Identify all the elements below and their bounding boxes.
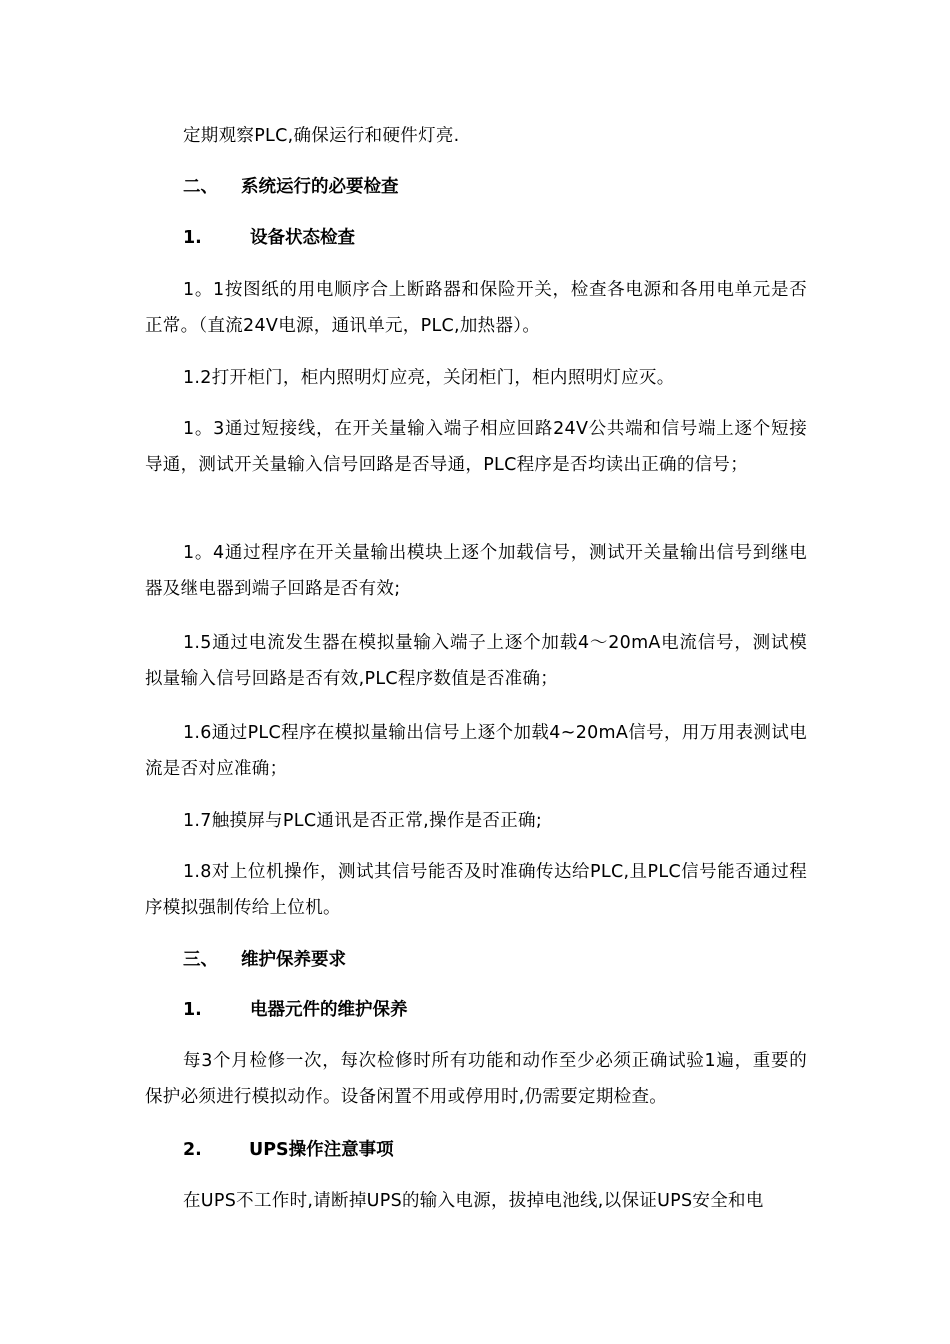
- paragraph-3-1: 每3个月检修一次，每次检修时所有功能和动作至少必须正确试验1遍，重要的保护必须进行模拟动作。设备闲置不用或停用时,仍需要定期检查。: [145, 1051, 807, 1107]
- paragraph-plc-observe: 定期观察PLC,确保运行和硬件灯亮.: [183, 126, 460, 146]
- section-number: 三、: [183, 950, 218, 970]
- subsection-number: 1.: [183, 228, 202, 248]
- subsection-number: 1.: [183, 1000, 202, 1020]
- section-heading-2: [183, 175, 399, 199]
- subsection-title: UPS操作注意事项: [249, 1140, 394, 1160]
- paragraph-1-7: 1.7触摸屏与PLC通讯是否正常,操作是否正确;: [183, 811, 543, 831]
- subsection-heading-2-1: [183, 226, 355, 250]
- paragraph-1-6: 1.6通过PLC程序在模拟量输出信号上逐个加载4~20mA信号，用万用表测试电流是否对应准确；: [145, 723, 807, 779]
- subsection-heading-3-1: [183, 998, 408, 1022]
- paragraph-1-4: 1。4通过程序在开关量输出模块上逐个加载信号，测试开关量输出信号到继电器及继电器到端子回路是否有效;: [145, 543, 807, 599]
- subsection-heading-3-2: [183, 1138, 394, 1162]
- section-heading-3: [183, 948, 346, 972]
- paragraph-1-3: 1。3通过短接线，在开关量输入端子相应回路24V公共端和信号端上逐个短接导通，测试开关量输入信号回路是否导通，PLC程序是否均读出正确的信号；: [145, 419, 807, 475]
- section-title: 维护保养要求: [241, 950, 346, 970]
- section-title: 系统运行的必要检查: [241, 177, 399, 197]
- paragraph-1-2: 1.2打开柜门，柜内照明灯应亮，关闭柜门，柜内照明灯应灭。: [183, 368, 675, 388]
- paragraph-1-8: 1.8对上位机操作，测试其信号能否及时准确传达给PLC,且PLC信号能否通过程序模拟强制传给上位机。: [145, 862, 807, 918]
- subsection-title: 电器元件的维护保养: [250, 1000, 408, 1020]
- subsection-title: 设备状态检查: [250, 228, 355, 248]
- subsection-number: 2.: [183, 1140, 202, 1160]
- paragraph-1-1: 1。1按图纸的用电顺序合上断路器和保险开关，检查各电源和各用电单元是否正常。（直流24V电源，通讯单元，PLC,加热器）。: [145, 280, 807, 336]
- paragraph-3-2: 在UPS不工作时,请断掉UPS的输入电源，拔掉电池线,以保证UPS安全和电: [183, 1191, 764, 1211]
- section-number: 二、: [183, 177, 218, 197]
- paragraph-1-5: 1.5通过电流发生器在模拟量输入端子上逐个加载4～20mA电流信号，测试模拟量输入信号回路是否有效,PLC程序数值是否准确；: [145, 633, 807, 689]
